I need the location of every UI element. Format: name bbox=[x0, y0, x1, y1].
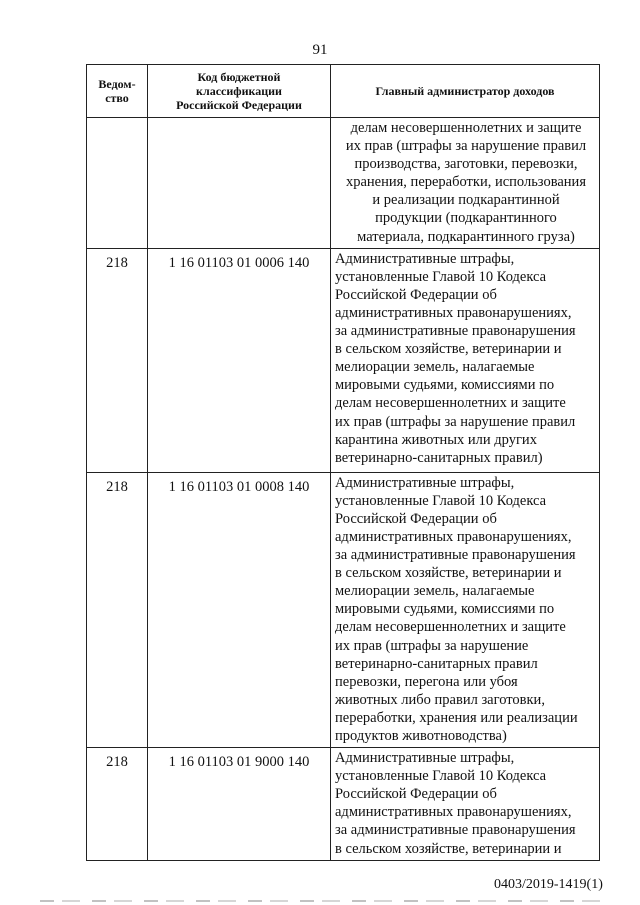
cell-dept: 218 bbox=[87, 472, 148, 747]
cell-dept: 218 bbox=[87, 748, 148, 861]
header-code: Код бюджетной классификации Российской Федерации bbox=[148, 65, 331, 118]
cell-code bbox=[148, 118, 331, 249]
table-header-row bbox=[87, 65, 600, 118]
cell-code: 1 16 01103 01 0008 140 bbox=[148, 472, 331, 747]
cell-description: Административные штрафы, установленные Главой 10 Кодекса Российской Федерации об административных правонарушениях, за административные правонарушения в сельском хозяйстве, ветеринарии и bbox=[331, 748, 600, 861]
table-row bbox=[87, 248, 600, 472]
header-dept: Ведом- ство bbox=[87, 65, 148, 118]
page-number: 91 bbox=[312, 42, 328, 58]
cell-description: Административные штрафы, установленные Главой 10 Кодекса Российской Федерации об административных правонарушениях, за административные правонарушения в сельском хозяйстве, ветеринарии и мелиорации земель, налагаемые мировыми судьями, комиссиями по делам несовершеннолетних и защите их прав (штрафы за нарушение правил карантина животных или других ветеринарно-санитарных правил) bbox=[331, 248, 600, 472]
header-admin: Главный администратор доходов bbox=[331, 65, 600, 118]
document-id: 0403/2019-1419(1) bbox=[494, 877, 603, 892]
cell-dept: 218 bbox=[87, 248, 148, 472]
table-row bbox=[87, 748, 600, 861]
cell-code: 1 16 01103 01 0006 140 bbox=[148, 248, 331, 472]
cell-description: Административные штрафы, установленные Главой 10 Кодекса Российской Федерации об административных правонарушениях, за административные правонарушения в сельском хозяйстве, ветеринарии и мелиорации земель, налагаемые мировыми судьями, комиссиями по делам несовершеннолетних и защите их прав (штрафы за нарушение ветеринарно-санитарных правил перевозки, перегона или убоя животных либо правил заготовки, переработки, хранения или реализации продуктов животноводства) bbox=[331, 472, 600, 747]
cell-code: 1 16 01103 01 9000 140 bbox=[148, 748, 331, 861]
cell-dept bbox=[87, 118, 148, 249]
table-row bbox=[87, 472, 600, 747]
budget-classification-table bbox=[86, 64, 600, 861]
table-row bbox=[87, 118, 600, 249]
scan-edge-noise bbox=[40, 900, 610, 902]
cell-description: делам несовершеннолетних и защите их прав (штрафы за нарушение правил производства, заготовки, перевозки, хранения, переработки, использования и реализации подкарантинной продукции (подкарантинного материала, подкарантинного груза) bbox=[331, 118, 600, 249]
